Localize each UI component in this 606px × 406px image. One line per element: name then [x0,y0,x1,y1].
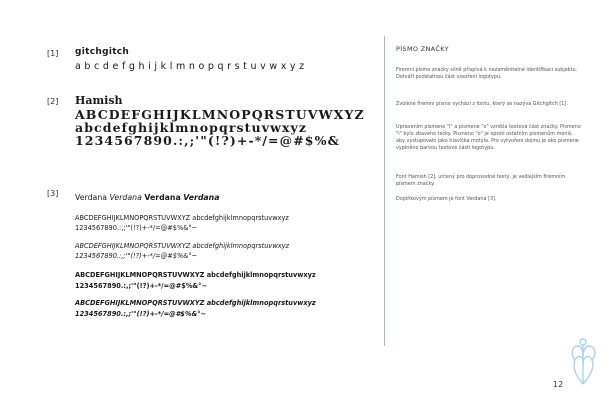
gitchgitch-alphabet: abcdefghijklmnopqrstuvwxyz [75,61,308,72]
section-number-3: [3] [47,189,59,198]
verdana-bold-alphabet: ABCDEFGHIJKLMNOPQRSTUVWXYZ abcdefghijklmnopqrstuvwxyz [75,271,316,279]
paragraph-verdana: Doplňkovým písmem je font Verdana [3]. [396,196,497,202]
section-number-2: [2] [47,97,59,106]
hamish-font-title: Hamish [75,94,123,107]
verdana-bold-italic-alphabet: ABCDEFGHIJKLMNOPQRSTUVWXYZ abcdefghijklmnopqrstuvwxyz [75,299,316,307]
verdana-regular-numbers: 1234567890.:,;'"(!?)+-*/=@#$%&°~ [75,224,198,232]
gitchgitch-font-title: gitchgitch [75,47,130,57]
page-number: 12 [553,380,564,389]
paragraph-hamish: Font Hamish [2], určený pro doprovodné texty, je vedlejším firemním písmem značky. [396,174,566,187]
verdana-bold-italic-numbers: 1234567890.:,;'"(!?)+-*/=@#$%&°~ [75,310,207,318]
hamish-numbers: 1234567890.:,;'"(!?)+-*/=@#$%& [75,133,340,148]
page-title: PÍSMO ZNAČKY [396,45,449,53]
verdana-font-title [75,193,220,202]
hamish-uppercase: ABCDEFGHIJKLMNOPQRSTUVWXYZ [75,107,365,122]
section-number-1: [1] [47,49,59,58]
verdana-title-regular: Verdana [75,193,108,202]
verdana-italic-alphabet: ABCDEFGHIJKLMNOPQRSTUVWXYZ abcdefghijklmnopqrstuvwxyz [75,242,289,250]
paragraph-gitchgitch: Zvolené firemní písmo vychází z fontu, který se nazýva Gitchgitch [1]. [396,101,568,107]
verdana-title-italic: Verdana [109,193,142,202]
butterfly-logo-icon [566,334,600,390]
hamish-lowercase: abcdefghijklmnopqrstuvwxyz [75,120,308,135]
column-divider [384,36,385,346]
paragraph-intro: Firemní písmo značky silně přispívá k nezaměnitelné identifikaci subjektu. Dotváří podstatnou část vzezření logotypu. [396,67,578,80]
verdana-bold-numbers: 1234567890.:,;'"(!?)+-*/=@#$%&°~ [75,282,208,290]
verdana-title-bold-italic: Verdana [183,193,220,202]
verdana-regular-alphabet: ABCDEFGHIJKLMNOPQRSTUVWXYZ abcdefghijklmnopqrstuvwxyz [75,214,289,222]
paragraph-letter-modifications: Upravením písmene "i" a písmene "o" vznikla textová část značky. Písmeno "i" bylo zbaveno tečky. Písmeno "o" je oproti ostatním písmenům menší, aby vystupovalo jako hlavička motýla. Pro vytvoření dojmu je oko písmene vyplněno barvou textové části logotypu. [396,124,581,151]
verdana-italic-numbers: 1234567890.:,;'"(!?)+-*/=@#$%&°~ [75,252,198,260]
verdana-title-bold: Verdana [144,193,181,202]
